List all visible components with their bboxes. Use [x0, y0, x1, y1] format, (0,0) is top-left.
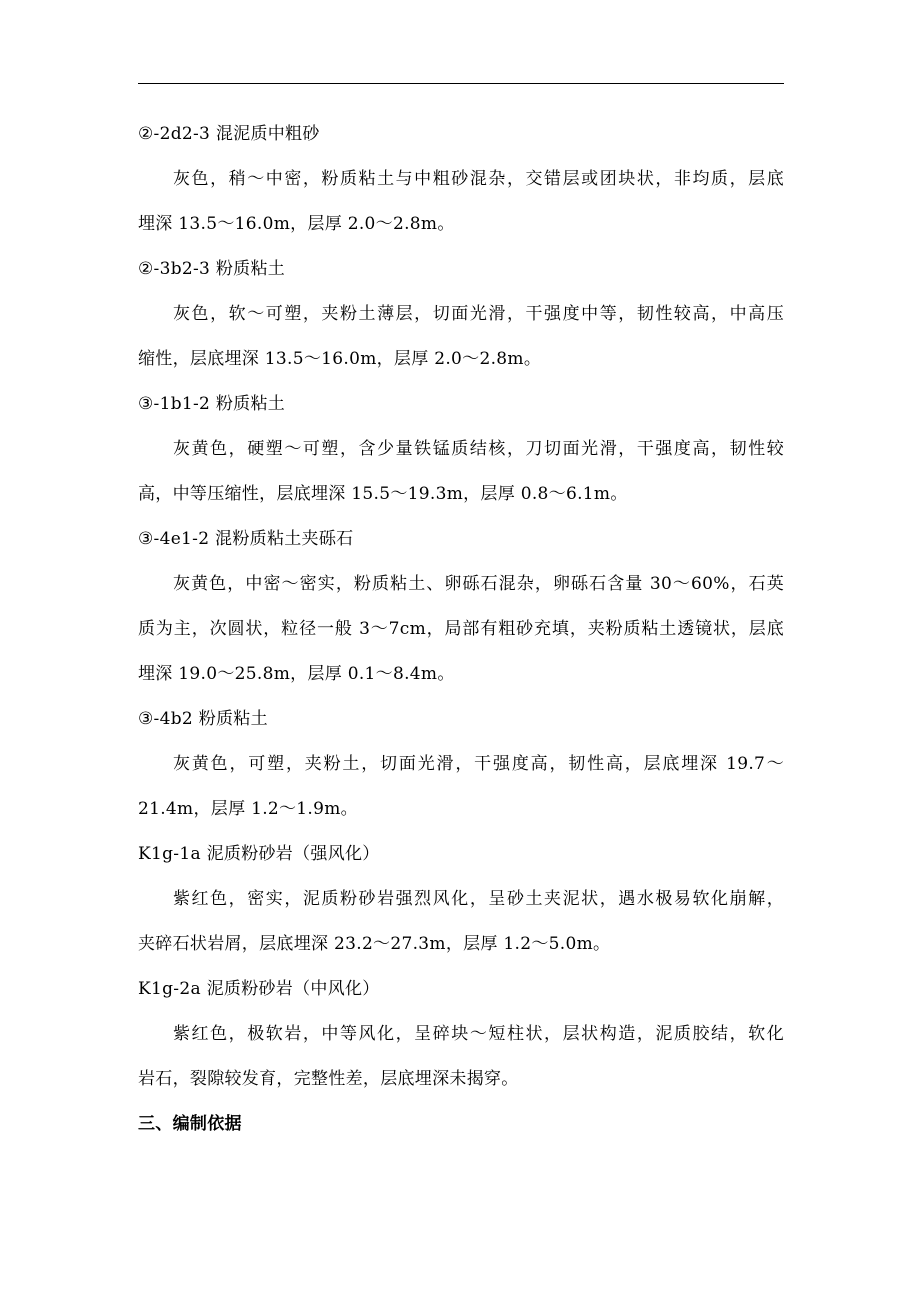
- document-body: [138, 122, 784, 1136]
- layer-heading: ②-2d2-3 混泥质中粗砂: [138, 124, 320, 144]
- layer-heading: K1g-2a 泥质粉砂岩（中风化）: [138, 979, 380, 999]
- layer-description-line: 埋深 19.0～25.8m，层厚 0.1～8.4m。: [138, 664, 455, 684]
- layer-description-line: 紫红色，密实，泥质粉砂岩强烈风化，呈砂土夹泥状，遇水极易软化崩解，: [173, 889, 784, 909]
- layer-description-line: 灰黄色，可塑，夹粉土，切面光滑，干强度高，韧性高，层底埋深 19.7～: [173, 754, 784, 774]
- layer-heading: ②-3b2-3 粉质粘土: [138, 259, 286, 279]
- layer-description-line: 岩石，裂隙较发育，完整性差，层底埋深未揭穿。: [138, 1069, 519, 1089]
- layer-heading: ③-1b1-2 粉质粘土: [138, 394, 286, 414]
- layer-heading: ③-4e1-2 混粉质粘土夹砾石: [138, 529, 354, 549]
- header-rule: [138, 83, 784, 84]
- layer-heading: K1g-1a 泥质粉砂岩（强风化）: [138, 844, 380, 864]
- layer-description-line: 缩性，层底埋深 13.5～16.0m，层厚 2.0～2.8m。: [138, 349, 542, 369]
- layer-description-line: 灰色，软～可塑，夹粉土薄层，切面光滑，干强度中等，韧性较高，中高压: [173, 304, 784, 324]
- layer-description-line: 质为主，次圆状，粒径一般 3～7cm，局部有粗砂充填，夹粉质粘土透镜状，层底: [138, 619, 784, 639]
- layer-heading: ③-4b2 粉质粘土: [138, 709, 268, 729]
- layer-description-line: 21.4m，层厚 1.2～1.9m。: [138, 799, 358, 819]
- layer-description-line: 紫红色，极软岩，中等风化，呈碎块～短柱状，层状构造，泥质胶结，软化: [173, 1024, 784, 1044]
- layer-description-line: 灰黄色，中密～密实，粉质粘土、卵砾石混杂，卵砾石含量 30～60%，石英: [173, 574, 784, 594]
- layer-description-line: 夹碎石状岩屑，层底埋深 23.2～27.3m，层厚 1.2～5.0m。: [138, 934, 611, 954]
- layer-description-line: 灰黄色，硬塑～可塑，含少量铁锰质结核，刀切面光滑，干强度高，韧性较: [173, 439, 784, 459]
- layer-description-line: 埋深 13.5～16.0m，层厚 2.0～2.8m。: [138, 214, 455, 234]
- layer-description-line: 高，中等压缩性，层底埋深 15.5～19.3m，层厚 0.8～6.1m。: [138, 484, 628, 504]
- section-title: 三、编制依据: [138, 1114, 242, 1134]
- layer-description-line: 灰色，稍～中密，粉质粘土与中粗砂混杂，交错层或团块状，非均质，层底: [173, 169, 784, 189]
